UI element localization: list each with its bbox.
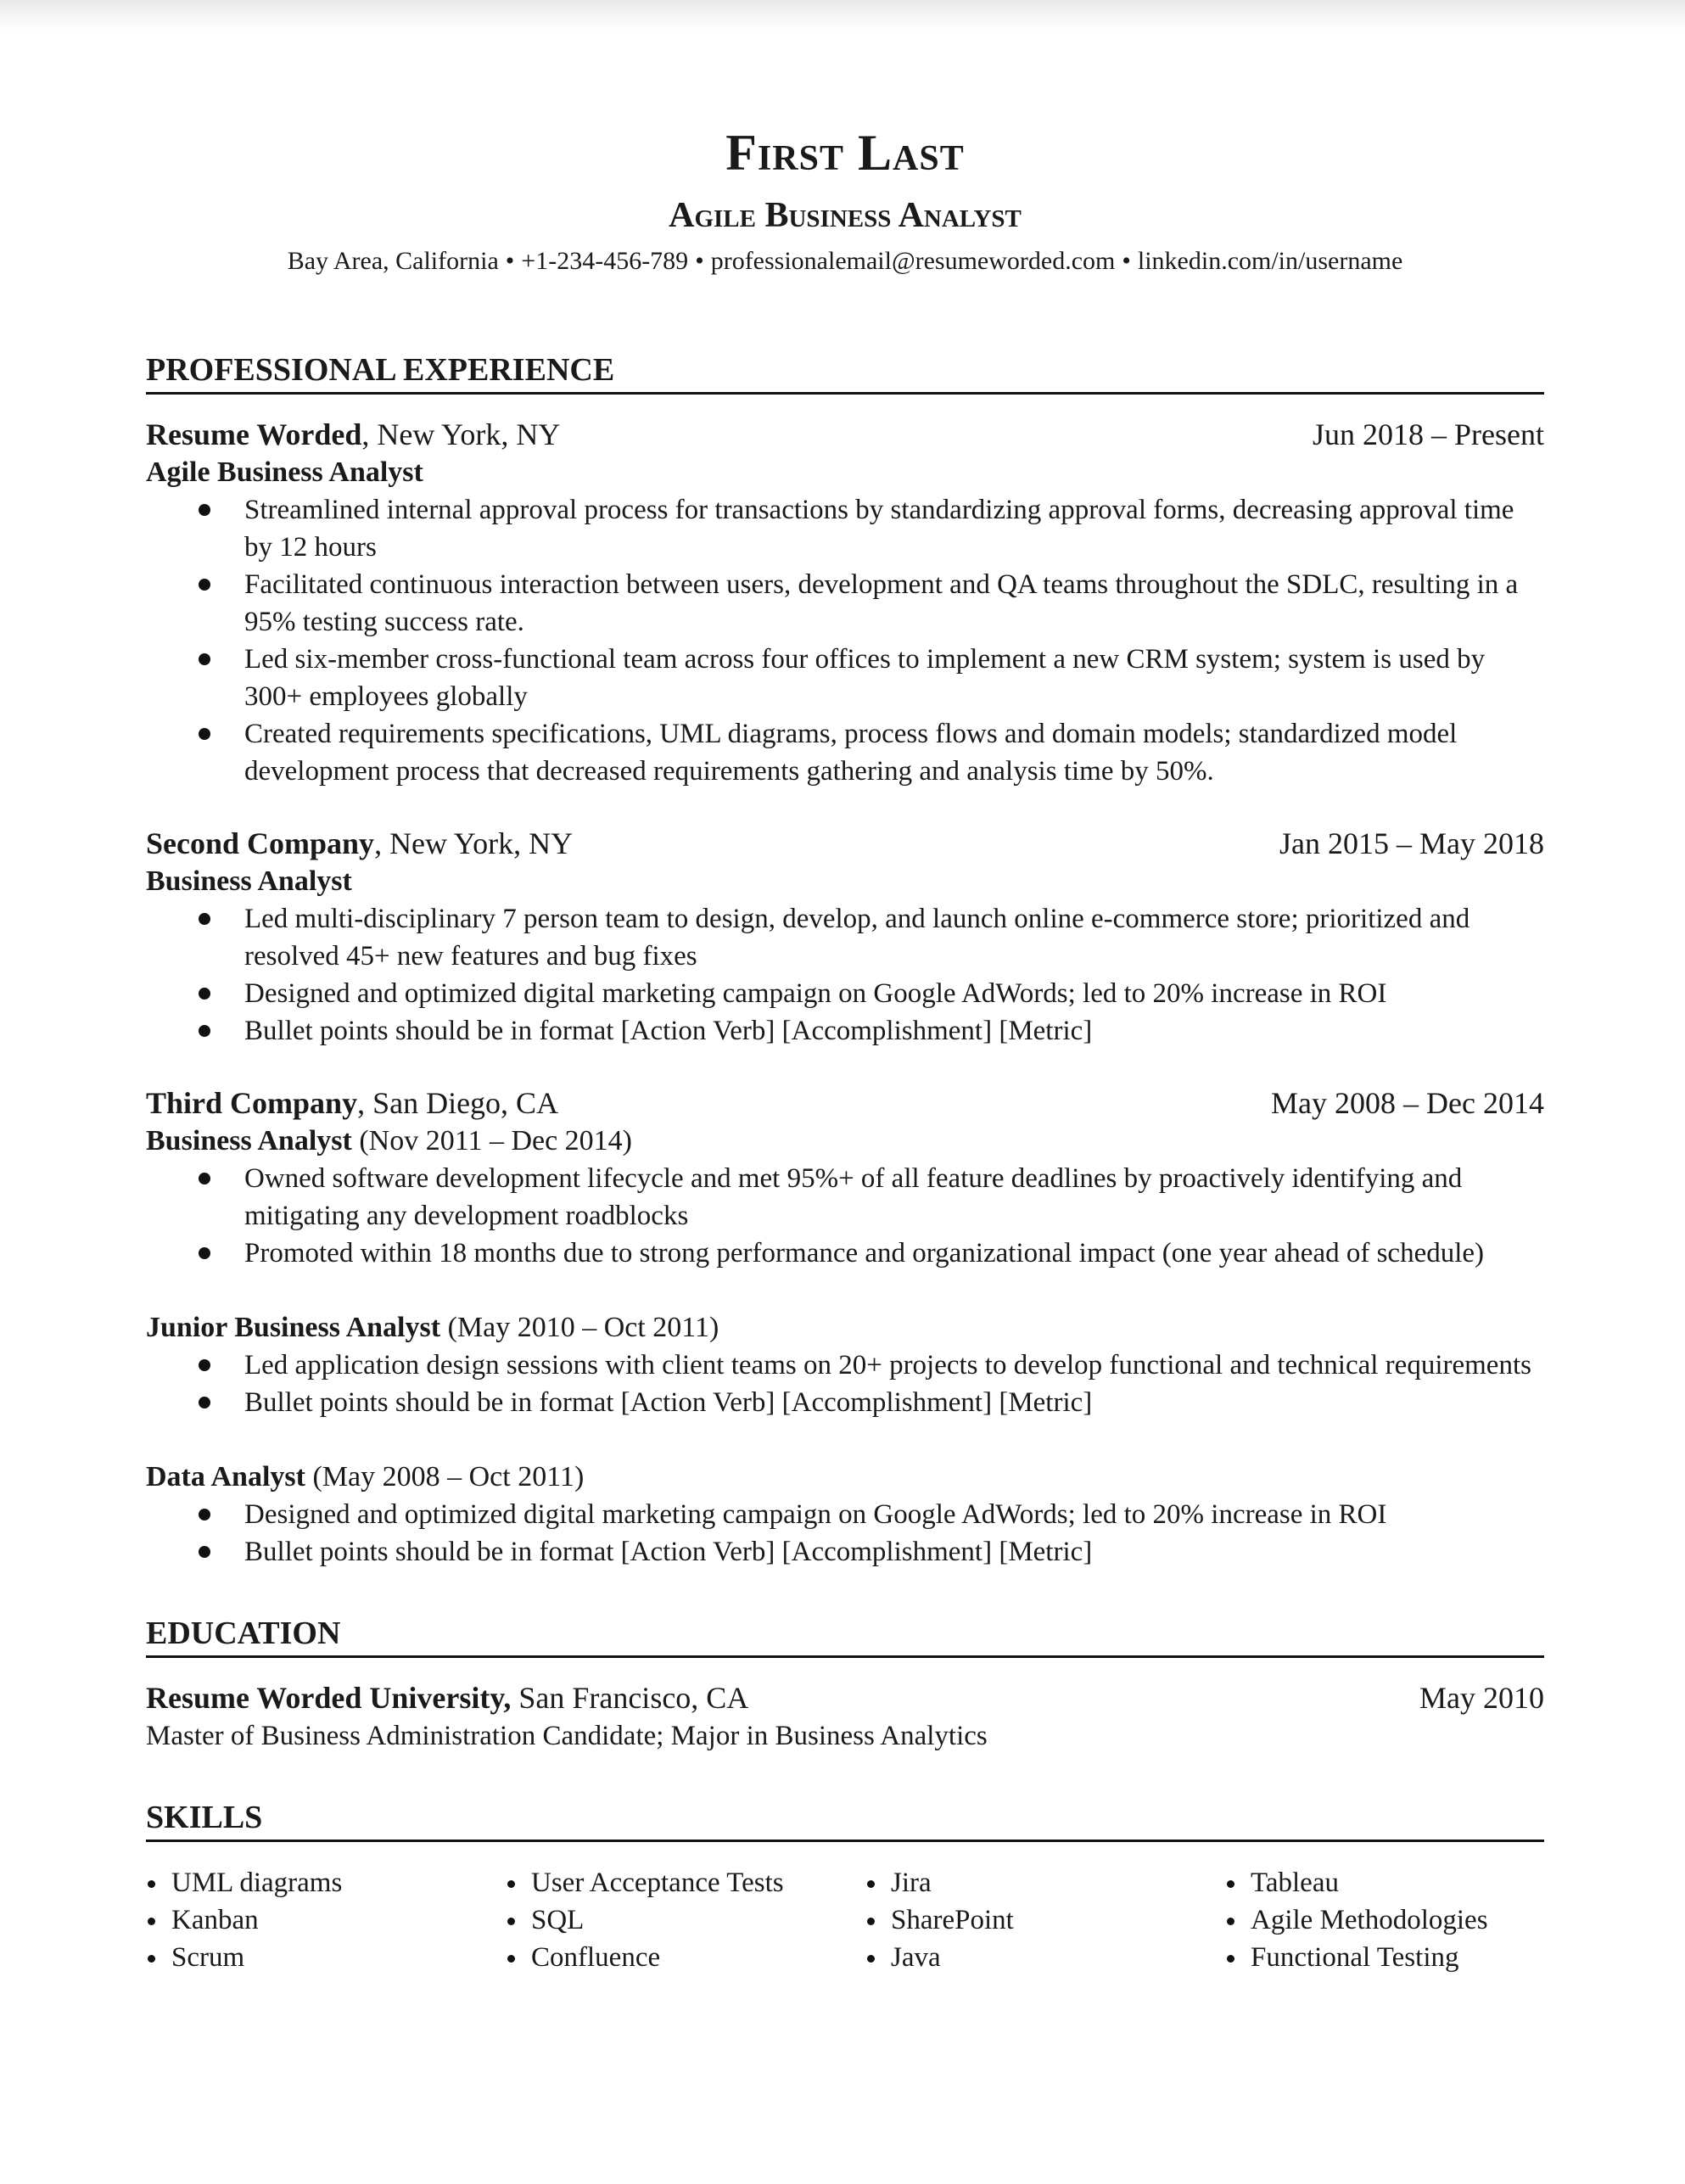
experience-role: [146, 863, 1544, 900]
experience-entry: [146, 1084, 1544, 1571]
bullet-dot-icon: [199, 913, 210, 925]
education-location: San Francisco, CA: [511, 1681, 749, 1715]
experience-company: Third Company: [146, 1086, 358, 1120]
experience-bullet-text: Bullet points should be in format [Action Verb] [Accomplishment] [Metric]: [244, 1537, 1093, 1567]
experience-dates: May 2008 – Dec 2014: [1271, 1086, 1544, 1120]
education-date: May 2010: [1419, 1681, 1544, 1715]
experience-role-title: Data Analyst: [146, 1461, 305, 1492]
bullet-dot-icon: [199, 1397, 210, 1408]
bullet-dot-icon: [148, 1880, 155, 1888]
skill-item: [865, 1864, 1225, 1901]
bullet-dot-icon: [148, 1955, 155, 1963]
bullet-dot-icon: [1227, 1955, 1234, 1963]
experience-bullet-text: Designed and optimized digital marketing campaign on Google AdWords; led to 20% increase in ROI: [244, 978, 1387, 1009]
skill-item: [865, 1939, 1225, 1976]
skill-label: Tableau: [1251, 1868, 1339, 1898]
experience-bullet-text: Streamlined internal approval process for transactions by standardizing approval forms, decreasing approval time by 12 hours: [244, 495, 1514, 563]
skill-item: [146, 1901, 506, 1939]
experience-row: [146, 415, 1544, 454]
contact-separator: •: [1122, 247, 1131, 275]
experience-bullet: [146, 975, 1542, 1012]
bullet-dot-icon: [199, 1025, 210, 1037]
experience-company-line: [146, 824, 573, 863]
experience-bullet: [146, 1235, 1542, 1272]
bullet-dot-icon: [867, 1955, 875, 1963]
experience-bullet-list: [146, 1160, 1544, 1272]
experience-entry: [146, 824, 1544, 1050]
experience-bullet-list: [146, 900, 1544, 1050]
education-degree: Master of Business Administration Candidate; Major in Business Analytics: [146, 1721, 988, 1751]
experience-role-period: (May 2010 – Oct 2011): [440, 1312, 719, 1343]
bullet-dot-icon: [199, 1546, 210, 1558]
experience-list: [146, 415, 1544, 1571]
skill-label: SQL: [531, 1905, 585, 1935]
skill-item: [146, 1939, 506, 1976]
page-top-shadow: [0, 0, 1685, 31]
bullet-dot-icon: [148, 1918, 155, 1925]
contact-line: [146, 244, 1544, 278]
experience-dates: Jan 2015 – May 2018: [1279, 826, 1544, 860]
experience-bullet: [146, 566, 1542, 641]
experience-role: [146, 454, 1544, 491]
bullet-dot-icon: [199, 504, 210, 516]
experience-row: [146, 1084, 1544, 1123]
skill-label: Agile Methodologies: [1251, 1905, 1488, 1935]
experience-bullet: [146, 491, 1542, 566]
experience-company-line: [146, 1084, 558, 1123]
education-school: Resume Worded University,: [146, 1681, 512, 1715]
skill-item: [506, 1864, 865, 1901]
experience-role: [146, 1459, 1544, 1496]
bullet-dot-icon: [1227, 1880, 1234, 1888]
education-school-line: [146, 1678, 748, 1717]
bullet-dot-icon: [199, 988, 210, 1000]
bullet-dot-icon: [1227, 1918, 1234, 1925]
experience-company-line: [146, 415, 560, 454]
experience-bullet-text: Facilitated continuous interaction between users, development and QA teams throughout the SDLC, resulting in a 95% testing success rate.: [244, 569, 1519, 637]
experience-bullet-list: [146, 1496, 1544, 1571]
skill-label: Functional Testing: [1251, 1942, 1459, 1973]
experience-location: , New York, NY: [361, 417, 561, 451]
skill-label: Java: [891, 1942, 941, 1973]
section-title-education: EDUCATION: [146, 1613, 1544, 1658]
experience-bullet: [146, 1160, 1542, 1235]
candidate-headline: Agile Business Analyst: [669, 196, 1022, 235]
experience-role-title: Agile Business Analyst: [146, 456, 423, 488]
contact-linkedin: linkedin.com/in/username: [1137, 247, 1403, 275]
experience-row: [146, 824, 1544, 863]
skills-grid: [146, 1864, 1544, 1976]
experience-bullet: [146, 1496, 1542, 1533]
skill-item: [146, 1864, 506, 1901]
experience-role: [146, 1123, 1544, 1160]
skill-item: [1225, 1901, 1544, 1939]
experience-bullet: [146, 1347, 1542, 1384]
bullet-dot-icon: [867, 1880, 875, 1888]
education-entry: [146, 1678, 1544, 1755]
skill-label: SharePoint: [891, 1905, 1014, 1935]
bullet-dot-icon: [199, 579, 210, 591]
skill-label: Scrum: [171, 1942, 245, 1973]
bullet-dot-icon: [199, 728, 210, 740]
experience-bullet-text: Led application design sessions with client teams on 20+ projects to develop functional and technical requirements: [244, 1350, 1531, 1380]
bullet-dot-icon: [507, 1880, 515, 1888]
contact-separator: •: [695, 247, 704, 275]
experience-bullet-text: Promoted within 18 months due to strong performance and organizational impact (one year ahead of schedule): [244, 1238, 1485, 1268]
experience-location: , San Diego, CA: [357, 1086, 559, 1120]
education-row: [146, 1678, 1544, 1717]
skill-item: [1225, 1939, 1544, 1976]
experience-bullet: [146, 900, 1542, 975]
contact-location: Bay Area, California: [287, 247, 499, 275]
skill-item: [865, 1901, 1225, 1939]
skill-label: UML diagrams: [171, 1868, 343, 1898]
experience-bullet-text: Designed and optimized digital marketing campaign on Google AdWords; led to 20% increase in ROI: [244, 1499, 1387, 1530]
bullet-dot-icon: [199, 1509, 210, 1520]
bullet-dot-icon: [199, 1359, 210, 1371]
skill-label: Jira: [891, 1868, 932, 1898]
experience-bullet: [146, 1384, 1542, 1421]
experience-role-title: Business Analyst: [146, 1125, 352, 1156]
experience-company: Second Company: [146, 826, 375, 860]
experience-location: , New York, NY: [374, 826, 574, 860]
section-title-skills: SKILLS: [146, 1797, 1544, 1842]
experience-bullet: [146, 1533, 1542, 1571]
contact-phone: +1-234-456-789: [521, 247, 689, 275]
bullet-dot-icon: [199, 1247, 210, 1259]
candidate-name: First Last: [725, 125, 965, 181]
experience-role-title: Junior Business Analyst: [146, 1312, 441, 1343]
experience-bullet-text: Led six-member cross-functional team across four offices to implement a new CRM system; system is used by 300+ employees globally: [244, 644, 1486, 712]
resume-header: [146, 119, 1544, 278]
contact-email: professionalemail@resumeworded.com: [710, 247, 1116, 275]
experience-bullet-list: [146, 491, 1544, 790]
experience-bullet-text: Bullet points should be in format [Action Verb] [Accomplishment] [Metric]: [244, 1016, 1093, 1046]
skill-label: Kanban: [171, 1905, 259, 1935]
bullet-dot-icon: [507, 1955, 515, 1963]
skill-item: [506, 1901, 865, 1939]
experience-dates: Jun 2018 – Present: [1313, 417, 1544, 451]
skill-item: [506, 1939, 865, 1976]
experience-bullet: [146, 1012, 1542, 1050]
experience-bullet-text: Owned software development lifecycle and met 95%+ of all feature deadlines by proactively identifying and mitigating any development roadblocks: [244, 1163, 1463, 1231]
experience-bullet: [146, 641, 1542, 715]
skill-item: [1225, 1864, 1544, 1901]
experience-bullet: [146, 715, 1542, 790]
experience-role: [146, 1309, 1544, 1347]
experience-bullet-text: Led multi-disciplinary 7 person team to design, develop, and launch online e-commerce store; prioritized and resolved 45+ new features and bug fixes: [244, 904, 1470, 972]
bullet-dot-icon: [867, 1918, 875, 1925]
experience-company: Resume Worded: [146, 417, 362, 451]
section-title-experience: PROFESSIONAL EXPERIENCE: [146, 350, 1544, 395]
bullet-dot-icon: [507, 1918, 515, 1925]
experience-role-period: (Nov 2011 – Dec 2014): [351, 1125, 632, 1156]
experience-role-period: (May 2008 – Oct 2011): [305, 1461, 585, 1492]
skill-label: Confluence: [531, 1942, 661, 1973]
contact-separator: •: [505, 247, 515, 275]
bullet-dot-icon: [199, 653, 210, 665]
resume-page: [146, 119, 1544, 1976]
experience-bullet-text: Bullet points should be in format [Action Verb] [Accomplishment] [Metric]: [244, 1387, 1093, 1418]
experience-bullet-list: [146, 1347, 1544, 1421]
experience-entry: [146, 415, 1544, 790]
skill-label: User Acceptance Tests: [531, 1868, 784, 1898]
bullet-dot-icon: [199, 1173, 210, 1184]
experience-role-title: Business Analyst: [146, 865, 352, 897]
experience-bullet-text: Created requirements specifications, UML diagrams, process flows and domain models; standardized model development process that decreased requirements gathering and analysis time by 50%.: [244, 719, 1458, 787]
